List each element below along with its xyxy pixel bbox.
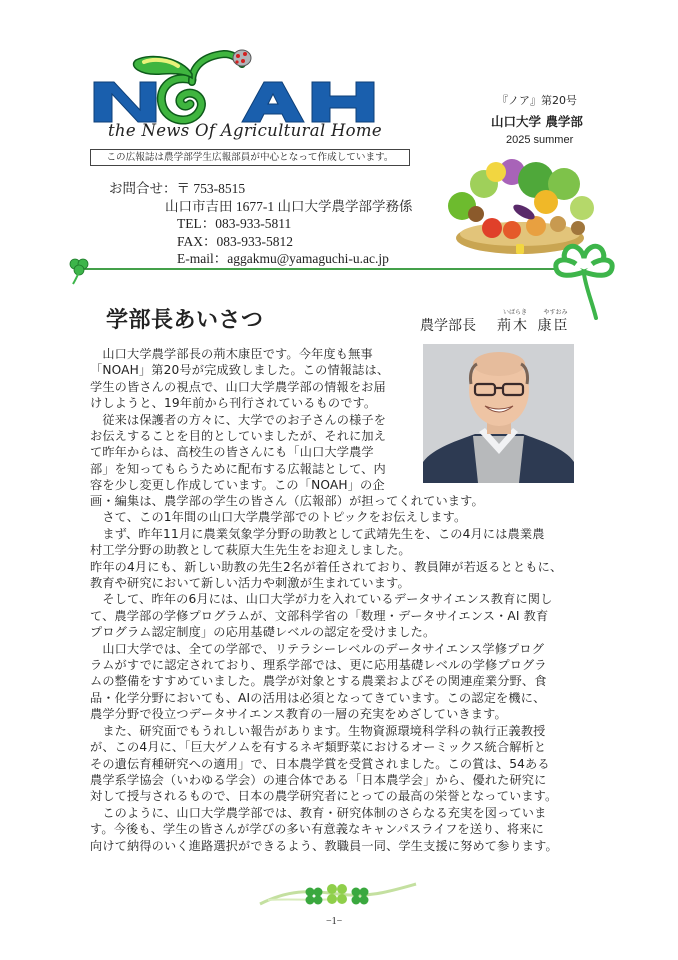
- article-body-narrow: [90, 346, 389, 494]
- body-line: ラムがすでに認定されており、理系学部では、更に応用基礎レベルの学修プログラ: [90, 658, 547, 673]
- body-line: その遺伝育種研究への適用」で、日本農学賞を受賞されました。この賞は、54ある: [90, 756, 550, 771]
- body-line: て、農学部の学修プログラムが、文部科学省の「数理・データサイエンス・AI 教育: [90, 608, 549, 623]
- logo-tagline: the News Of Agricultural Home: [108, 121, 382, 140]
- contact-fax: FAX：083-933-5812: [177, 233, 293, 249]
- body-line: 山口大学では、全ての学部で、リテラシーレベルのデータサイエンス学修プログ: [90, 641, 545, 656]
- body-line: 対して授与されるもので、日本の農学研究者にとっての最高の栄誉となっています。: [90, 789, 558, 804]
- contact-postal: お問合せ：〒 753-8515: [109, 181, 246, 196]
- author-name: [497, 309, 570, 335]
- body-line: そして、昨年の6月には、山口大学が力を入れているデータサイエンス教育に関し: [90, 592, 553, 607]
- body-line: けしようと、19年前から刊行されているものです。: [90, 396, 377, 411]
- university-name: 山口大学 農学部: [491, 114, 583, 129]
- body-line: て昨年からは、高校生の皆さんにも「山口大学農学: [90, 445, 374, 460]
- ladybug-icon: [233, 50, 251, 66]
- contact-email[interactable]: E-mail：aggakmu@yamaguchi-u.ac.jp: [177, 251, 389, 266]
- body-line: また、研究面でもうれしい報告があります。生物資源環境科学科の執行正義教授: [90, 723, 546, 738]
- body-line: 部」を知ってもらうために配布する広報誌として、内: [90, 461, 386, 476]
- author-surname-ruby: いばらき: [503, 309, 528, 316]
- author-surname-wrap: [497, 309, 529, 335]
- body-line: まず、昨年11月に農業気象学分野の助教として武靖先生を、この4月には農業農: [90, 526, 545, 541]
- author-given: 康臣: [537, 318, 570, 334]
- body-line: 画・編集は、農学部の学生の皆さん（広報部）が担ってくれています。: [90, 494, 484, 508]
- logo-letter-h: [312, 82, 374, 122]
- body-line: 昨年の4月にも、新しい助教の先生2名が着任されており、教員陣が若返るとともに、: [90, 559, 563, 574]
- contact-info: [109, 180, 413, 268]
- contact-address: 山口市吉田 1677-1 山口大学農学部学務係: [165, 198, 413, 214]
- body-line: 向けて納得のいく進路選択ができるよう、教職員一同、学生支援に努めて参ります。: [90, 838, 558, 853]
- clover-icon: [306, 888, 323, 905]
- author-given-wrap: [537, 309, 570, 335]
- notice-box: この広報誌は農学部学生広報部員が中心となって作成しています。: [90, 149, 410, 166]
- clover-icon: [66, 255, 92, 285]
- body-line: 農学系学協会（いわゆる学会）の連合体である「日本農学会」から、優れた研究に: [90, 772, 547, 787]
- body-line: 品・化学分野においても、AIの活用は必須となってきています。この認定を機に、: [90, 690, 546, 705]
- article-body-wide: [90, 493, 562, 854]
- issue-number: 『ノア』第20号: [497, 94, 577, 107]
- logo-letter-a: [242, 82, 304, 122]
- issue-season: 2025 summer: [506, 134, 574, 146]
- body-line: プログラム認定制度」の応用基礎レベルの認定を受けました。: [90, 625, 436, 640]
- author-surname: 荊木: [497, 318, 529, 334]
- dean-portrait-photo: [423, 344, 574, 483]
- article-title: 学部長あいさつ: [106, 308, 264, 333]
- body-line: が、この4月に、「巨大ゲノムを有するネギ類野菜におけるオーミックス統合解析と: [90, 740, 547, 755]
- body-line: ムの整備をすすめていました。農学が対象とする農業およびその関連産業分野、食: [90, 674, 547, 689]
- body-line: 教育や研究において新しい活力や刺激が生まれています。: [90, 576, 410, 591]
- body-line: 容を少し変更し作成しています。この「NOAH」の企: [90, 478, 385, 493]
- body-line: お伝えすることを目的としていましたが、それに加え: [90, 429, 387, 444]
- body-line: 学生の皆さんの視点で、山口大学農学部の情報をお届: [90, 379, 386, 394]
- body-line: 山口大学農学部長の荊木康臣です。今年度も無事: [90, 347, 373, 361]
- author-given-ruby: やすおみ: [543, 309, 568, 316]
- body-line: 農学分野で役立つデータサイエンス教育の一層の充実をめざしていきます。: [90, 707, 507, 722]
- contact-tel: TEL：083-933-5811: [177, 216, 292, 231]
- page-number: −1−: [326, 916, 343, 927]
- body-line: 村工学分野の助教として萩原大生先生をお迎えしました。: [90, 543, 411, 558]
- footer-clover-decoration: [258, 876, 418, 912]
- body-line: このように、山口大学農学部では、教育・研究体制のさらなる充実を図っていま: [90, 805, 547, 820]
- body-line: す。今後も、学生の皆さんが学びの多い有意義なキャンパスライフを送り、将来に: [90, 822, 544, 837]
- author-role: 農学部長: [420, 318, 476, 334]
- section-divider: [78, 268, 564, 270]
- body-line: 「NOAH」第20号が完成致しました。この情報誌は、: [90, 363, 390, 378]
- logo-letter-n: [94, 82, 156, 122]
- body-line: 従来は保護者の方々に、大学でのお子さんの様子を: [90, 412, 387, 427]
- body-line: さて、この1年間の山口大学農学部でのトピックをお伝えします。: [90, 510, 467, 525]
